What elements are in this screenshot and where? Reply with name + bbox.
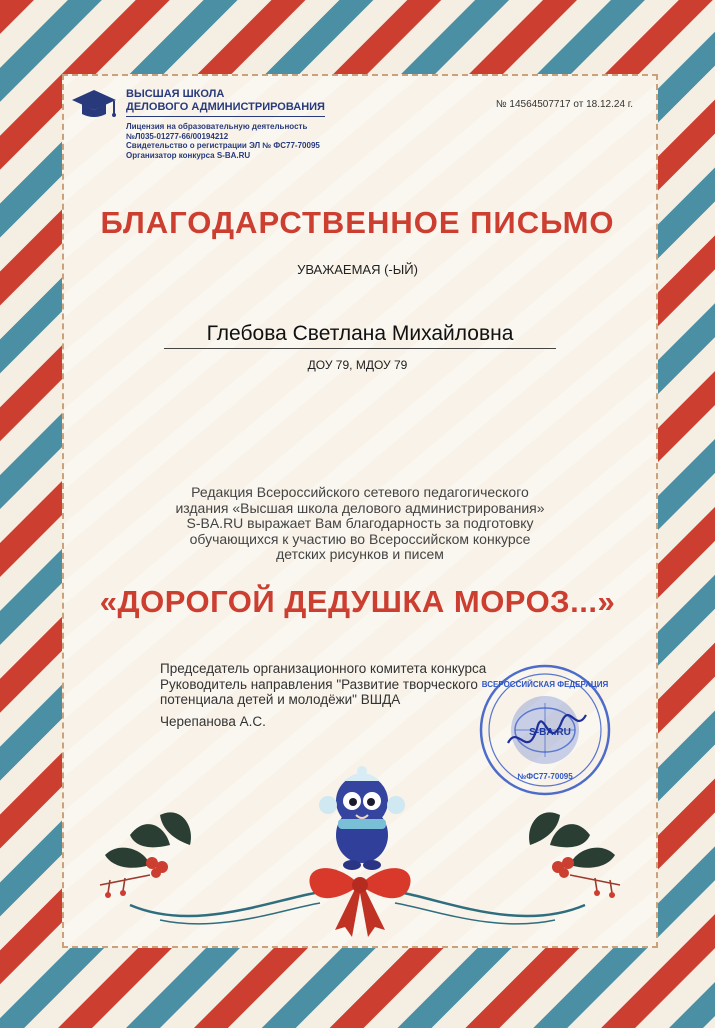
body-line: Редакция Всероссийского сетевого педагогического [191,484,529,500]
license-info [126,122,320,160]
stamp-center-text: S-BA.RU [529,727,571,738]
stamp-reg-text: №ФС77-70095 [517,772,573,781]
letter-body [150,485,570,563]
graduation-cap-logo-icon [70,86,130,126]
stamp-outer-text: ВСЕРОССИЙСКАЯ ФЕДЕРАЦИЯ [481,680,609,689]
letter-title: БЛАГОДАРСТВЕННОЕ ПИСЬМО [100,205,615,240]
body-line: S-BA.RU выражает Вам благодарность за подготовку [186,515,534,531]
license-line: Организатор конкурса S-BA.RU [126,150,251,160]
signature-block [160,661,486,729]
body-line: издания «Высшая школа делового администрирования» [175,499,545,516]
recipient-organization: ДОУ 79, МДОУ 79 [307,358,408,372]
holly-left-icon [100,812,191,898]
signatory-name: Черепанова А.С. [160,713,266,729]
greeting: УВАЖАЕМАЯ (-ЫЙ) [297,262,418,277]
official-stamp-icon [478,663,612,797]
holly-bow-decoration [90,805,630,945]
holly-right-icon [529,812,620,898]
license-line: Лицензия на образовательную деятельность [126,122,308,131]
org-name-line2: ДЕЛОВОГО АДМИНИСТРИРОВАНИЯ [126,101,325,117]
license-line: №Л035-01277-66/00194212 [126,131,229,141]
document-number: № 14564507717 от 18.12.24 г. [495,99,633,110]
signatory-title: потенциала детей и молодёжи" ВШДА [160,692,401,707]
organization-name [126,88,325,117]
org-name-line1: ВЫСШАЯ ШКОЛА [126,88,225,100]
signatory-title: Председатель организационного комитета конкурса [160,661,487,676]
contest-name: «ДОРОГОЙ ДЕДУШКА МОРОЗ...» [99,584,616,619]
recipient-name: Глебова Светлана Михайловна [164,322,556,349]
license-line: Свидетельство о регистрации ЭЛ № ФС77-70095 [126,141,320,150]
body-line: обучающихся к участию во Всероссийском конкурсе [189,530,531,547]
body-line: детских рисунков и писем [276,546,444,562]
signatory-title: Руководитель направления "Развитие творческого [160,676,478,692]
